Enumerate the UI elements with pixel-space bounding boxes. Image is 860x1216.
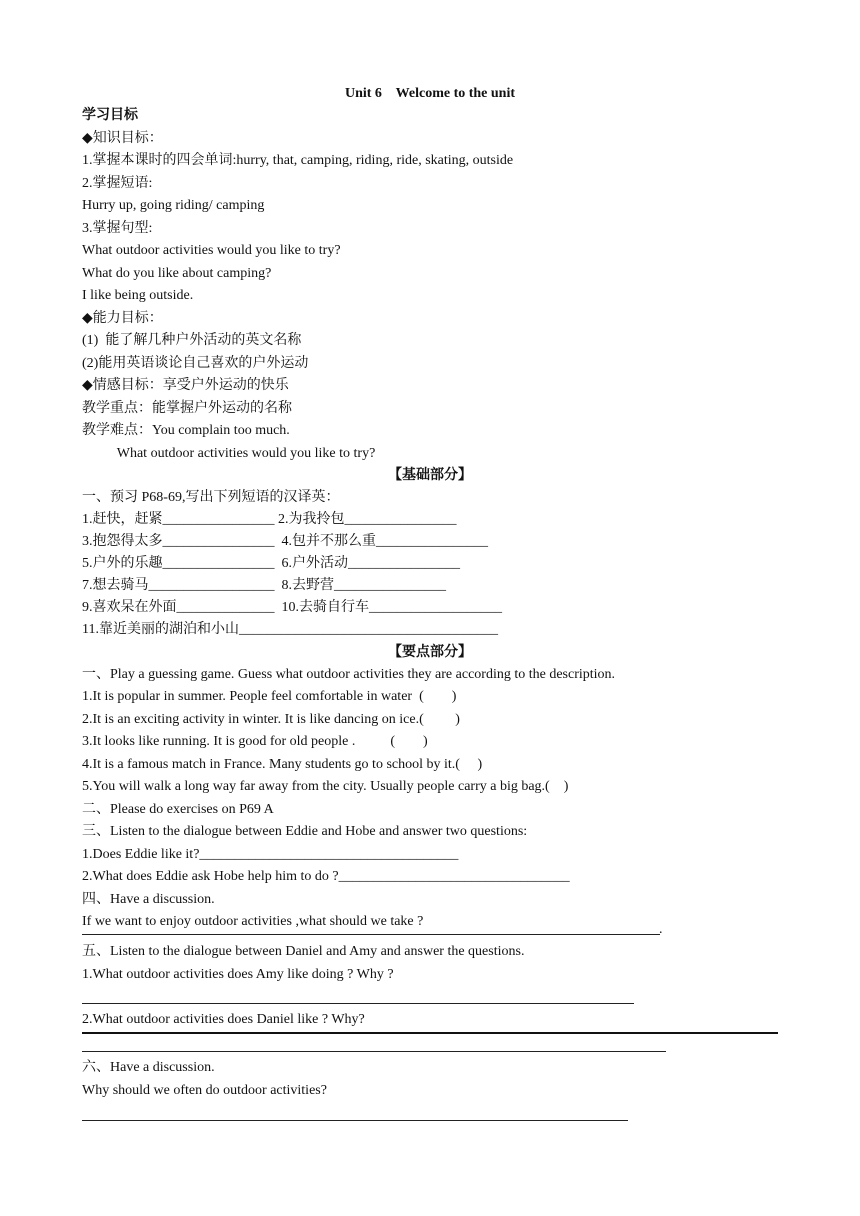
- phrase-exercise-row-3: 5.户外的乐趣________________ 6.户外活动________________: [82, 556, 460, 571]
- guess-item-3: 3.It looks like running. It is good for old people . ( ): [82, 734, 428, 749]
- daniel-question: 2.What outdoor activities does Daniel like ? Why?: [82, 1012, 365, 1027]
- exercise-two-instruction: 二、Please do exercises on P69 A: [82, 802, 274, 817]
- sentence-2: What do you like about camping?: [82, 266, 272, 281]
- emotion-goal: ◆情感目标：享受户外运动的快乐: [82, 378, 289, 393]
- ability-goal-2: (2)能用英语谈论自己喜欢的户外运动: [82, 356, 309, 371]
- answer-line: [82, 1003, 634, 1004]
- guess-item-5: 5.You will walk a long way far away from the city. Usually people carry a big bag.( ): [82, 779, 569, 794]
- answer-line: [82, 1120, 628, 1121]
- exercise-three-instruction: 三、Listen to the dialogue between Eddie and Hobe and answer two questions:: [82, 824, 528, 839]
- guess-item-4: 4.It is a famous match in France. Many students go to school by it.( ): [82, 757, 483, 772]
- discussion-question-1: If we want to enjoy outdoor activities ,what should we take ?: [82, 914, 424, 929]
- guess-item-2: 2.It is an exciting activity in winter. It is like dancing on ice.( ): [82, 712, 460, 727]
- goal-line-words: 1.掌握本课时的四会单词:hurry, that, camping, riding, ride, skating, outside: [82, 153, 514, 168]
- eddie-question-1: 1.Does Eddie like it?_____________________________________: [82, 847, 459, 862]
- phrase-exercise-row-4: 7.想去骑马__________________ 8.去野营________________: [82, 578, 446, 593]
- phrase-exercise-row-1: 1.赶快，赶紧________________ 2.为我拎包________________: [82, 512, 457, 527]
- sentence-1: What outdoor activities would you like to try?: [82, 243, 341, 258]
- answer-line: [82, 934, 660, 935]
- exercise-six-instruction: 六、Have a discussion.: [82, 1060, 215, 1075]
- page-title: Unit 6 Welcome to the unit: [344, 86, 516, 101]
- section-heading-key-points: 【要点部分】: [388, 645, 472, 660]
- exercise-four-instruction: 四、Have a discussion.: [82, 892, 215, 907]
- sentence-3: I like being outside.: [82, 288, 194, 303]
- goal-line-phrases: 2.掌握短语:: [82, 176, 153, 191]
- ability-goal-1: (1) 能了解几种户外活动的英文名称: [82, 333, 302, 348]
- guess-item-1: 1.It is popular in summer. People feel comfortable in water ( ): [82, 689, 457, 704]
- guessing-game-instruction: 一、Play a guessing game. Guess what outdoor activities they are according to the description.: [82, 667, 616, 682]
- section-heading-basic: 【基础部分】: [388, 468, 472, 483]
- amy-question: 1.What outdoor activities does Amy like doing ? Why ?: [82, 967, 394, 982]
- teaching-difficulty-2: What outdoor activities would you like to try?: [82, 446, 376, 461]
- ability-goal-heading: ◆能力目标：: [82, 311, 163, 326]
- phrase-exercise-row-5: 9.喜欢呆在外面______________ 10.去骑自行车___________________: [82, 600, 502, 615]
- exercise-five-instruction: 五、Listen to the dialogue between Daniel and Amy and answer the questions.: [82, 944, 525, 959]
- eddie-question-2: 2.What does Eddie ask Hobe help him to do ?_________________________________: [82, 869, 570, 884]
- preview-instruction: 一、预习 P68-69,写出下列短语的汉译英：: [82, 490, 340, 505]
- divider-line: [82, 1032, 778, 1034]
- answer-line: [82, 1051, 666, 1052]
- discussion-question-2: Why should we often do outdoor activities?: [82, 1083, 327, 1098]
- teaching-difficulty: 教学难点：You complain too much.: [82, 423, 290, 438]
- phrase-exercise-row-2: 3.抱怨得太多________________ 4.包并不那么重________________: [82, 534, 488, 549]
- teaching-focus: 教学重点：能掌握户外运动的名称: [82, 401, 292, 416]
- goal-line-sentences: 3.掌握句型:: [82, 221, 153, 236]
- knowledge-goal-heading: ◆知识目标：: [82, 131, 163, 146]
- section-heading-objectives: 学习目标: [82, 108, 138, 123]
- answer-line-period: .: [659, 922, 663, 937]
- phrase-exercise-row-6: 11.靠近美丽的湖泊和小山_____________________________________: [82, 622, 498, 637]
- phrases-text: Hurry up, going riding/ camping: [82, 198, 265, 213]
